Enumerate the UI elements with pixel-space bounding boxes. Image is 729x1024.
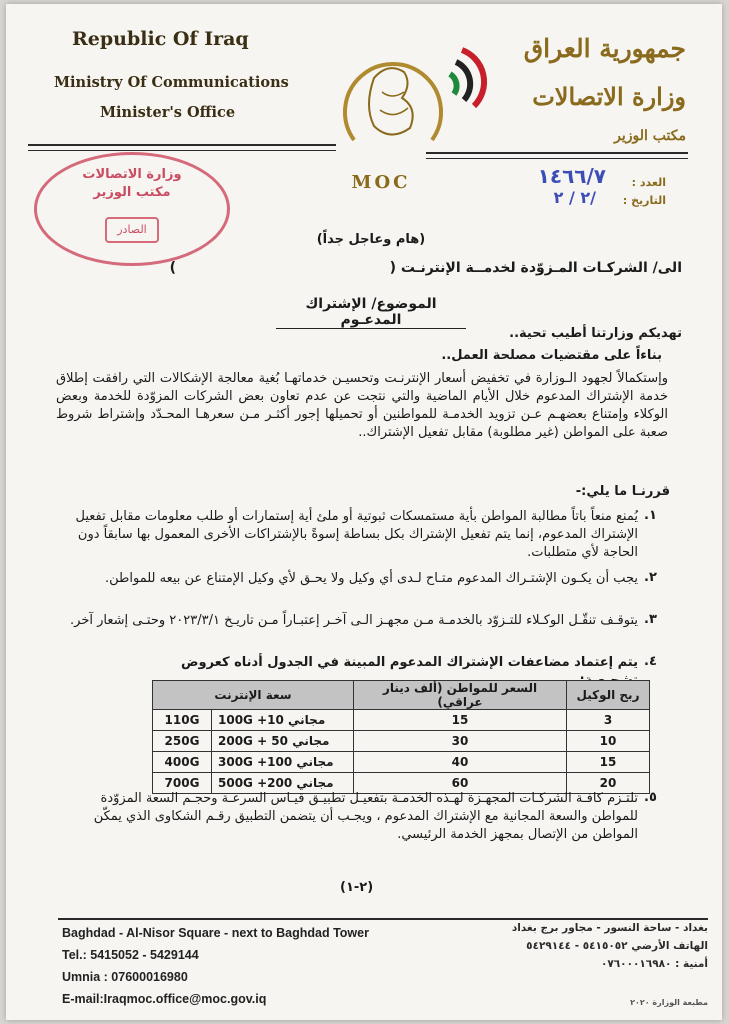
cell-capacity: 200G + 50 مجاني [212, 731, 354, 752]
cell-profit: 15 [567, 752, 650, 773]
item-2-number: .٢ [644, 570, 657, 585]
item-5-number: .٥ [644, 790, 657, 805]
footer-address-en: Baghdad - Al-Nisor Square - next to Baghdad Tower [62, 926, 369, 940]
cell-capacity: 100G +10 مجاني [212, 710, 354, 731]
ref-number: ١٤٦٦/٧ [537, 164, 606, 188]
page-number: (٢-١) [340, 880, 374, 895]
letter-page [6, 4, 722, 1020]
cell-total: 110G [153, 710, 212, 731]
footer-umnia: Umnia : 07600016980 [62, 970, 188, 984]
cell-capacity: 300G +100 مجاني [212, 752, 354, 773]
logo-text: MOC [351, 172, 411, 193]
stamp-box: الصادر [105, 217, 159, 243]
cell-price: 60 [354, 773, 567, 794]
date-value: /٢ / ٢ [553, 188, 596, 207]
ref-label: العدد : [631, 176, 666, 189]
item-5-text: تلتـزم كافـة الشركـات المجهـزة لهـذه الخدمـة بتفعيـل تطبيـق قيـاس السرعـة وحجـم السعة المزوّدة للمواطن والسعة المجانية مع الإشتراك المدعوم ، ويجـب أن يتضمن التطبيق رقـم الشكاوى الذي يمكّن المواطن من الإتصال بمجهز الخدمة الرئيسي. [93, 791, 638, 842]
header-country-en: Republic Of Iraq [72, 28, 249, 50]
footer-phone-ar: الهاتف الأرضي ٥٤١٥٠٥٢ - ٥٤٢٩١٤٤ [526, 940, 708, 952]
col-agent-profit: ربح الوكيل [567, 681, 650, 710]
header-ministry-en: Ministry Of Communications [54, 74, 289, 91]
table-row [153, 752, 650, 773]
header-rule-right [426, 152, 688, 154]
item-3-number: .٣ [644, 612, 657, 627]
footer-rule [58, 918, 708, 920]
cell-price: 15 [354, 710, 567, 731]
ministry-emblem-icon [316, 32, 496, 172]
date-label: التاريخ : [622, 194, 666, 207]
footer-email: E-mail:Iraqmoc.office@moc.gov.iq [62, 992, 267, 1006]
cell-total: 400G [153, 752, 212, 773]
header-rule-left-thin [28, 150, 336, 151]
print-note: مطبعة الوزارة ٢٠٢٠ [630, 998, 708, 1007]
stamp-line-1: وزارة الاتصالات [82, 167, 182, 182]
office-stamp [34, 152, 230, 266]
cell-profit: 3 [567, 710, 650, 731]
header-rule-left [28, 144, 336, 146]
cell-price: 40 [354, 752, 567, 773]
footer-umnia-ar: أمنية : ٠٧٦٠٠٠١٦٩٨٠ [600, 958, 708, 970]
header-office-en: Minister's Office [100, 104, 236, 121]
item-1-number: .١ [644, 508, 657, 523]
header-country-ar: جمهورية العراق [523, 34, 686, 63]
recipient-close: ) [169, 260, 176, 276]
cell-total: 250G [153, 731, 212, 752]
cell-capacity: 500G +200 مجاني [212, 773, 354, 794]
table-row [153, 731, 650, 752]
stamp-line-2: مكتب الوزير [93, 185, 171, 200]
footer-tel: Tel.: 5415052 - 5429144 [62, 948, 199, 962]
col-capacity: سعة الإنترنت [153, 681, 354, 710]
urgency-note: (هام وعاجل جداً) [316, 232, 426, 247]
offers-table [152, 680, 650, 794]
item-4-number: .٤ [644, 654, 657, 669]
cell-price: 30 [354, 731, 567, 752]
basis-line: بناءاً على مقتضيات مصلحة العمل.. [441, 348, 662, 363]
footer-address-ar: بغداد - ساحة النسور - مجاور برج بغداد [511, 922, 708, 934]
header-office-ar: مكتب الوزير [614, 128, 686, 144]
cell-total: 700G [153, 773, 212, 794]
table-header-row [153, 681, 650, 710]
table-row [153, 710, 650, 731]
cell-profit: 20 [567, 773, 650, 794]
subject-line: الموضوع/ الإشتراك المدعـوم [276, 296, 466, 329]
item-2-text: يجب أن يكـون الإشتـراك المدعوم متـاح لـدى أي وكيل ولا يحـق لأي وكيل الإمتناع عن بيعه للمواطن. [105, 571, 638, 586]
item-4-text: يتم إعتماد مضاعفات الإشتراك المدعوم المبينة في الجدول أدناه كعروض [181, 655, 638, 670]
cell-profit: 10 [567, 731, 650, 752]
intro-paragraph: وإستكمالاً لجهود الـوزارة في تخفيض أسعار الإنترنـت وتحسيـن خدماتهـا بُغية معالجة الإشكالات التي رافقت إطلاق خدمة الإشتراك المدعوم خلال الأيام الماضية والتي نتجت عن عدم تعاون بعض الشركات المزوّدة للخدمة وبعض الوكلاء وإمتناع بعضهـم عـن تزويد الخدمـة للمواطنين أو تحميلها إجور أكثـر مـن سعرهـا المحـدّد وإشتراط شروط صعبة على المواطن (غير مطلوبة) مقابل تفعيل الإشتراك.. [56, 371, 668, 440]
greeting: تهديكم وزارتنا أطيب تحية.. [509, 326, 682, 341]
header-rule-right-thin [426, 158, 688, 159]
decided-heading: قررنـا ما يلي:- [575, 484, 670, 499]
col-price: السعر للمواطن (ألف دينار عراقي) [354, 681, 567, 710]
item-3-text: يتوقـف تنقّـل الوكـلاء للتـزوّد بالخدمـة مـن مجهـز الـى آخـر إعتبـاراً مـن تاريـخ ٢٠٢٣/٣/١ وحتـى إشعار آخر. [70, 613, 638, 628]
recipient-line: الى/ الشركـات المـزوّدة لخدمــة الإنترنـت ( [389, 260, 682, 276]
item-1-text: يُمنع منعاً باتاً مطالبة المواطن بأية مستمسكات ثبوتية أو ملئ أية إستمارات أو طلب معلومات مقابل تفعيل الإشتراك المدعوم، إنما يتم تفعيل الإشتراك بكل بساطة إسوةً بالإشتراكات الأخرى المعمول بها سابقاً دون الحاجة لأي متطلبات. [75, 509, 638, 560]
header-ministry-ar: وزارة الاتصالات [532, 82, 686, 111]
